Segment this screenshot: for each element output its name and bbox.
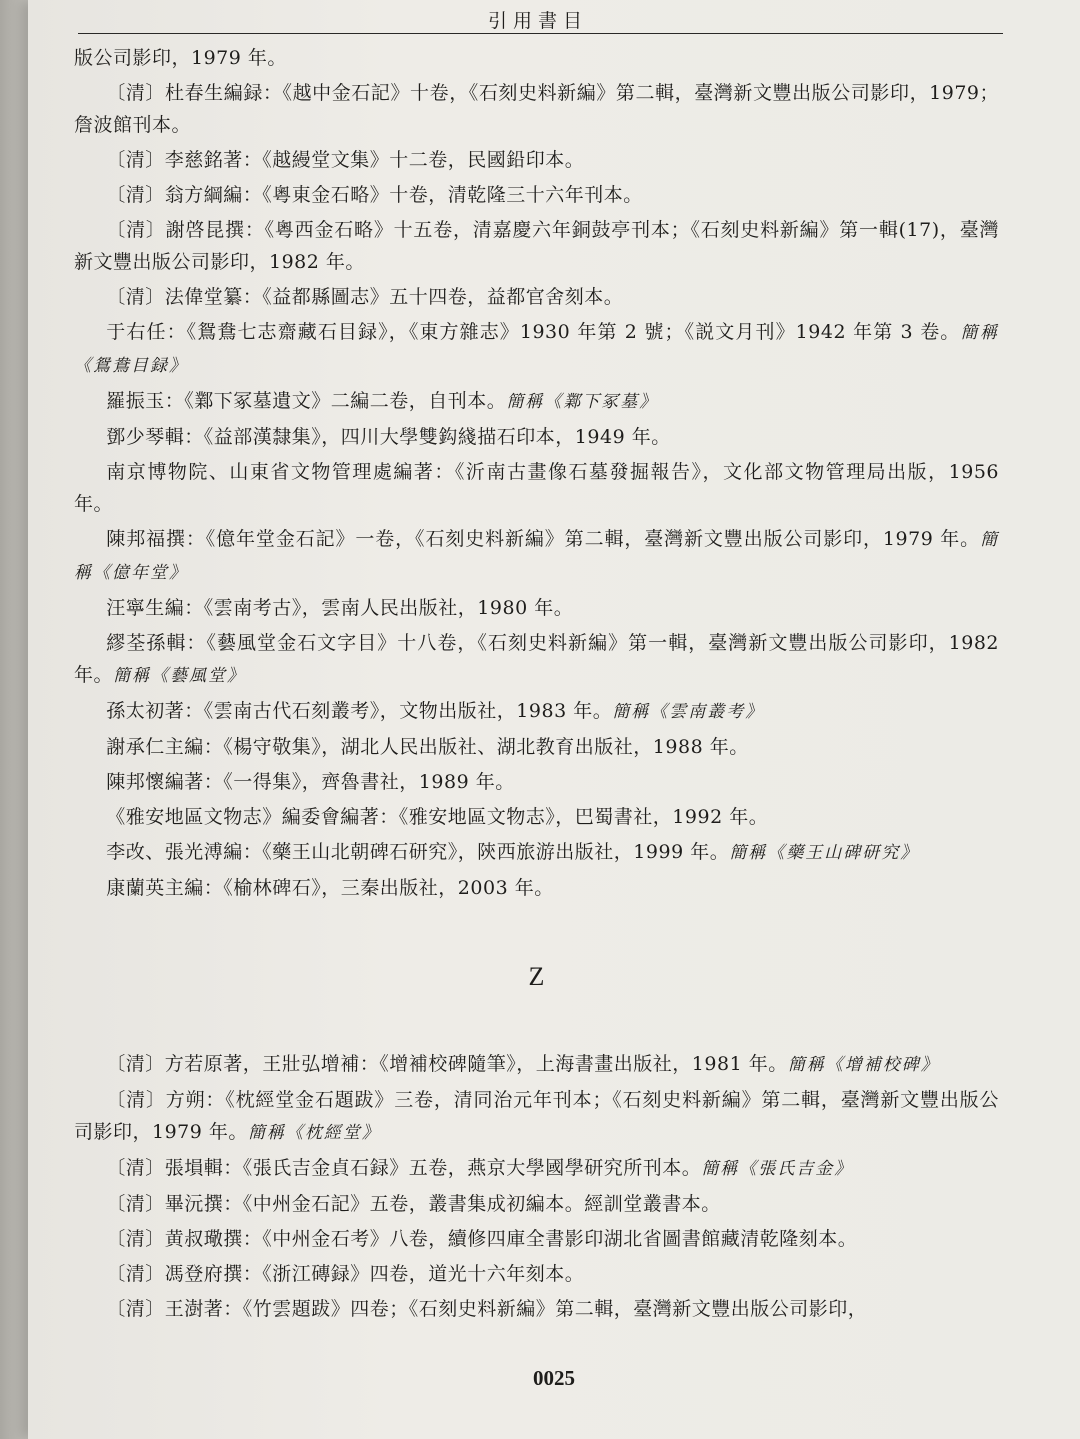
bibliography-entry xyxy=(74,1048,999,1081)
entry-text: 陳邦福撰：《億年堂金石記》一卷，《石刻史料新編》第二輯，臺灣新文豐出版公司影印，1979 年。 xyxy=(106,528,980,550)
entry-text: 南京博物院、山東省文物管理處編著：《沂南古畫像石墓發掘報告》，文化部文物管理局出版，1956 年。 xyxy=(74,461,999,515)
bibliography-entry xyxy=(74,214,999,278)
entry-text: 陳邦懷編著：《一得集》，齊魯書社，1989 年。 xyxy=(106,771,515,793)
book-page xyxy=(28,0,1080,1439)
entry-abbreviation: 簡稱《鄴下冢墓》 xyxy=(506,392,659,412)
entry-abbreviation: 簡稱《藥王山碑研究》 xyxy=(729,843,920,863)
bibliography-entry xyxy=(74,1223,999,1255)
bibliography-entry xyxy=(74,766,999,798)
entry-text: 于右任：《鴛鴦七志齋藏石目録》，《東方雜志》1930 年第 2 號；《説文月刊》1942 年第 3 卷。 xyxy=(106,321,961,343)
bibliography-entry xyxy=(74,1152,999,1185)
entry-text: 〔清〕王澍著：《竹雲題跋》四卷；《石刻史料新編》第二輯，臺灣新文豐出版公司影印， xyxy=(106,1298,868,1320)
bibliography-entry xyxy=(74,77,999,141)
entry-text: 版公司影印，1979 年。 xyxy=(74,47,287,69)
bibliography-entry xyxy=(74,144,999,176)
entry-text: 汪寧生編：《雲南考古》，雲南人民出版社，1980 年。 xyxy=(106,597,574,619)
entry-text: 〔清〕李慈銘著：《越縵堂文集》十二卷，民國鉛印本。 xyxy=(106,149,585,171)
bibliography-entry xyxy=(74,695,999,728)
bibliography-entry xyxy=(74,1188,999,1220)
entry-abbreviation: 簡稱《藝風堂》 xyxy=(113,666,247,686)
running-head: 引用書目 xyxy=(487,10,588,32)
bibliography-entry xyxy=(74,179,999,211)
entry-text: 〔清〕馮登府撰：《浙江磚録》四卷，道光十六年刻本。 xyxy=(106,1263,585,1285)
bibliography-entry xyxy=(74,1258,999,1290)
entry-abbreviation: 簡稱《億年堂》 xyxy=(74,530,999,583)
entry-text: 《雅安地區文物志》編委會編著：《雅安地區文物志》，巴蜀書社，1992 年。 xyxy=(106,806,769,828)
bibliography-list-bottom xyxy=(74,1048,999,1325)
entry-text: 〔清〕方朔：《枕經堂金石題跋》三卷，清同治元年刊本；《石刻史料新編》第二輯，臺灣新文豐出版公司影印，1979 年。 xyxy=(74,1089,999,1143)
entry-text: 李改、張光溥編：《藥王山北朝碑石研究》，陝西旅游出版社，1999 年。 xyxy=(106,841,730,863)
bibliography-entry xyxy=(74,731,999,763)
bibliography-entry xyxy=(74,872,999,904)
bibliography-entry xyxy=(74,1293,999,1325)
entry-abbreviation: 簡稱《張氏吉金》 xyxy=(701,1159,854,1179)
entry-text: 〔清〕翁方綱編：《粵東金石略》十卷，清乾隆三十六年刊本。 xyxy=(106,184,643,206)
book-spine-shadow xyxy=(0,0,28,1439)
bibliography-entry xyxy=(74,1084,999,1149)
entry-text: 〔清〕黄叔璥撰：《中州金石考》八卷，續修四庫全書影印湖北省圖書館藏清乾隆刻本。 xyxy=(106,1228,858,1250)
bibliography-entry xyxy=(74,801,999,833)
bibliography-entry xyxy=(74,421,999,453)
bibliography-entry xyxy=(74,456,999,520)
bibliography-entry xyxy=(74,836,999,869)
page-number: 0025 xyxy=(533,1366,575,1390)
bibliography-entry xyxy=(74,385,999,418)
section-letter: Z xyxy=(528,962,545,991)
entry-text: 〔清〕張塤輯：《張氏吉金貞石録》五卷，燕京大學國學研究所刊本。 xyxy=(106,1157,702,1179)
entry-text: 康蘭英主編：《榆林碑石》，三秦出版社，2003 年。 xyxy=(106,877,554,899)
bibliography-entry xyxy=(74,627,999,692)
entry-abbreviation: 簡稱《鴛鴦目録》 xyxy=(74,323,1000,376)
bibliography-entry xyxy=(74,592,999,624)
entry-text: 〔清〕法偉堂纂：《益都縣圖志》五十四卷，益都官舍刻本。 xyxy=(106,286,624,308)
bibliography-entry xyxy=(74,42,999,74)
entry-text: 孫太初著：《雲南古代石刻叢考》，文物出版社，1983 年。 xyxy=(106,700,613,722)
entry-abbreviation: 簡稱《增補校碑》 xyxy=(787,1055,940,1075)
bibliography-content xyxy=(74,42,999,1328)
entry-text: 〔清〕畢沅撰：《中州金石記》五卷，叢書集成初編本。經訓堂叢書本。 xyxy=(106,1193,721,1215)
entry-text: 〔清〕杜春生編録：《越中金石記》十卷，《石刻史料新編》第二輯，臺灣新文豐出版公司影印，1979；詹波館刊本。 xyxy=(74,82,999,136)
bibliography-entry xyxy=(74,281,999,313)
bibliography-entry xyxy=(74,316,999,382)
bibliography-list-top xyxy=(74,42,999,904)
entry-text: 繆荃孫輯：《藝風堂金石文字目》十八卷，《石刻史料新編》第一輯，臺灣新文豐出版公司影印，1982 年。 xyxy=(74,632,999,686)
entry-abbreviation: 簡稱《雲南叢考》 xyxy=(612,702,765,722)
entry-abbreviation: 簡稱《枕經堂》 xyxy=(247,1123,381,1143)
entry-text: 鄧少琴輯：《益部漢隸集》，四川大學雙鈎綫描石印本，1949 年。 xyxy=(106,426,671,448)
entry-text: 謝承仁主編：《楊守敬集》，湖北人民出版社、湖北教育出版社，1988 年。 xyxy=(106,736,749,758)
bibliography-entry xyxy=(74,523,999,589)
entry-text: 羅振玉：《鄴下冢墓遺文》二編二卷，自刊本。 xyxy=(106,390,507,412)
entry-text: 〔清〕謝啓昆撰：《粵西金石略》十五卷，清嘉慶六年銅鼓亭刊本；《石刻史料新編》第一輯(17)，臺灣新文豐出版公司影印，1982 年。 xyxy=(74,219,999,273)
header-rule xyxy=(78,33,1003,34)
entry-text: 〔清〕方若原著，王壯弘增補：《增補校碑隨筆》，上海書畫出版社，1981 年。 xyxy=(106,1053,788,1075)
